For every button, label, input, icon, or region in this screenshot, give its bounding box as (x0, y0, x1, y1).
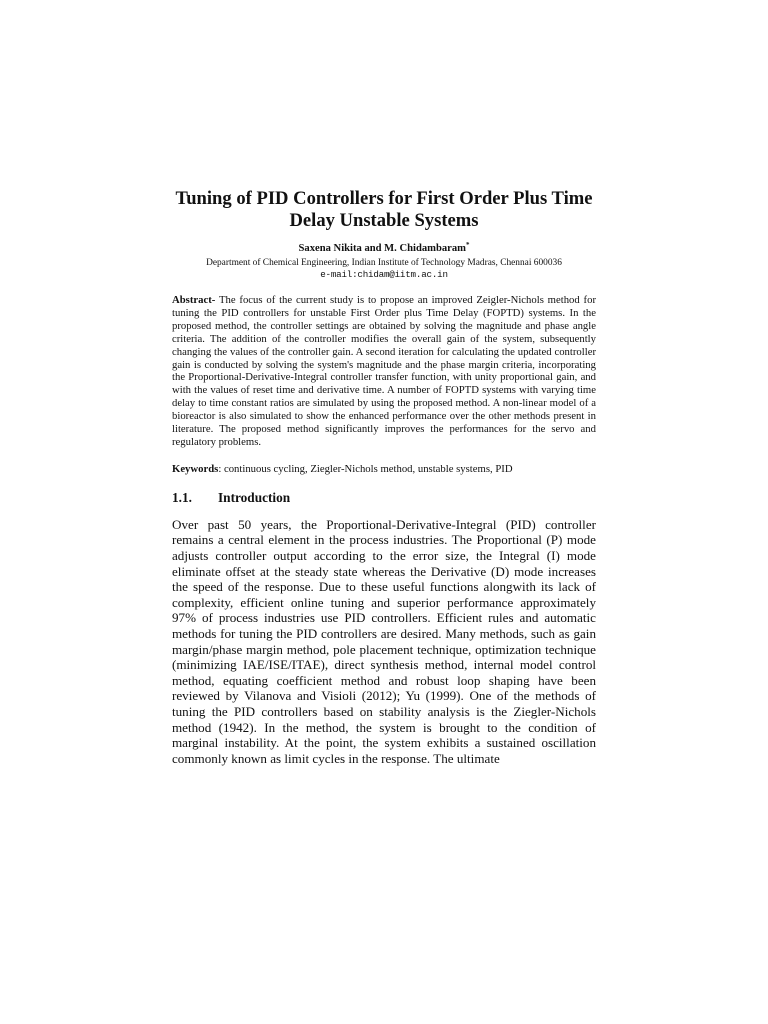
keywords-label: Keywords (172, 462, 219, 475)
affiliation: Department of Chemical Engineering, Indian Institute of Technology Madras, Chennai 600036 (206, 258, 562, 268)
keywords (172, 463, 596, 476)
paper-title: Tuning of PID Controllers for First Order Plus Time Delay Unstable Systems (175, 188, 593, 231)
authors: Saxena Nikita and M. Chidambaram (298, 243, 466, 254)
section-title: Introduction (218, 489, 291, 505)
author-email: e-mail:chidam@iitm.ac.in (320, 269, 448, 280)
section-number: 1.1. (172, 489, 192, 505)
section-heading (172, 490, 596, 506)
abstract-label: Abstract- (172, 294, 216, 306)
abstract-text: The focus of the current study is to propose an improved Zeigler-Nichols method for tuning the PID controllers for unstable First Order plus Time Delay (FOPTD) systems. In the proposed method, the controller settings are obtained by solving the magnitude and phase angle criteria. The addition of the controller modifies the overall gain of the system, subsequently changing the values of the controller gain. A second iteration for calculating the updated controller gain is conducted by solving the system's magnitude and the phase margin criteria, incorporating the Proportional-Derivative-Integral controller transfer function, with unity proportional gain, and with the values of reset time and derivative time. A number of FOPTD systems with varying time delay to time constant ratios are simulated by using the proposed method. A non-linear model of a bioreactor is also simulated to show the enhanced performance over the other methods present in literature. The proposed method significantly improves the performances for the servo and regulatory problems. (172, 294, 596, 448)
keywords-text: : continuous cycling, Ziegler-Nichols method, unstable systems, PID (218, 462, 513, 475)
paper-page (172, 188, 596, 779)
author-line (172, 242, 596, 255)
corresponding-author-mark: * (465, 241, 470, 249)
abstract (172, 294, 596, 449)
introduction-paragraph: Over past 50 years, the Proportional-Derivative-Integral (PID) controller remains a central element in the process industries. The Proportional (P) mode adjusts controller output according to the error size, the Integral (I) mode eliminate offset at the steady state whereas the Derivative (D) mode increases the speed of the response. Due to these useful functions alongwith its lack of complexity, efficient online tuning and superior performance approximately 97% of process industries use PID controllers. Efficient rules and automatic methods for tuning the PID controllers are desired. Many methods, such as gain margin/phase margin method, pole placement technique, optimization technique (minimizing IAE/ISE/ITAE), direct synthesis method, internal model control method, equating coefficient method and robust loop shaping have been reviewed by Vilanova and Visioli (2012); Yu (1999). One of the methods of tuning the PID controllers based on stability analysis is the Ziegler-Nichols method (1942). In the method, the system is brought to the condition of marginal instability. At the point, the system exhibits a sustained oscillation commonly known as limit cycles in the response. The ultimate (172, 516, 596, 766)
